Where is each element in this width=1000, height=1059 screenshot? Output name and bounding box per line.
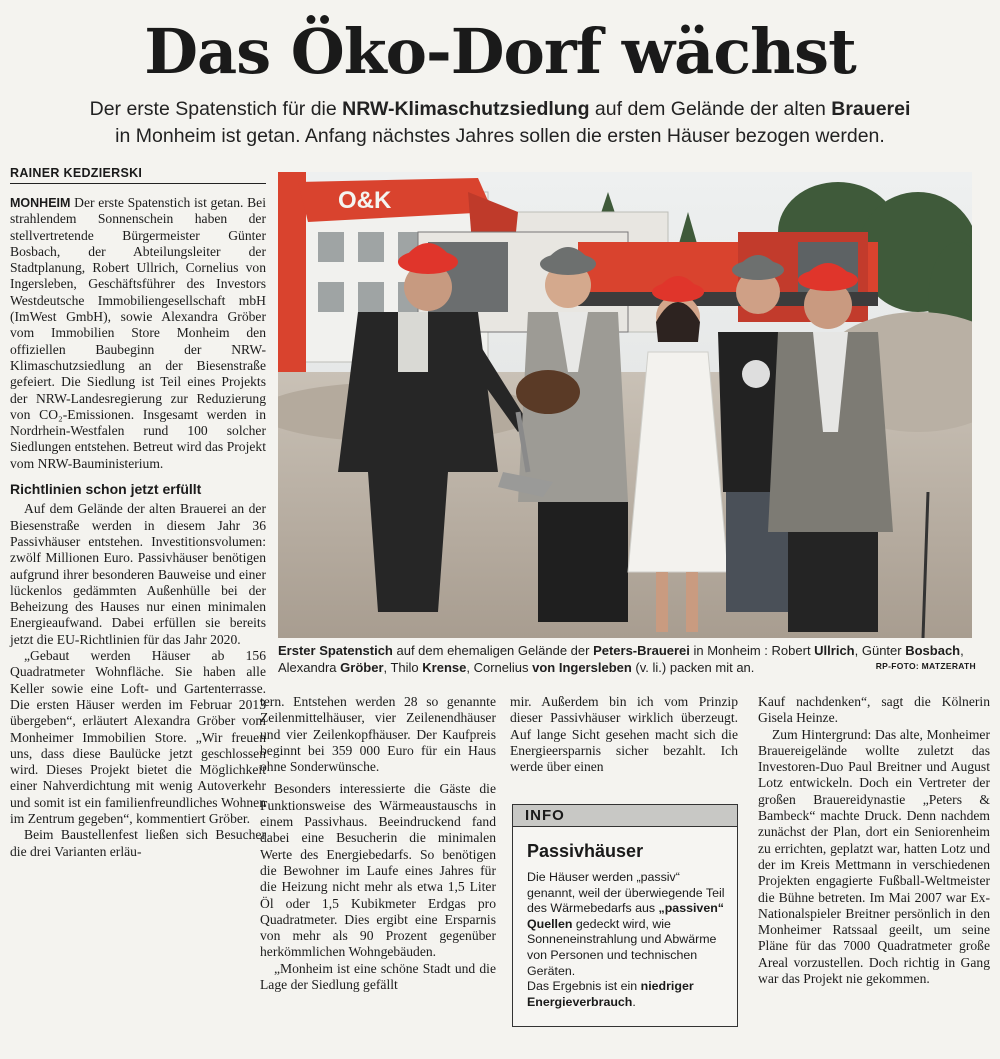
article-column-3 (510, 694, 738, 775)
info-text: Das Ergebnis ist ein (527, 979, 641, 994)
info-paragraph (527, 979, 729, 1010)
paragraph: Zum Hintergrund: Das alte, Monheimer Brauereigelände wollte zuletzt das Investoren-Duo Paul Breitner und August Lotz entwickeln. Doch ein Vertreter der großen Brauereidynastie „Peters & Bambeck“ machte Druck. Denn nachdem zunächst der Plan, dort ein Seniorenheim zu errichten, geplatzt war, hatten Lotz und der im Kreis Mettmann in verschiedenen Projekten engagierte Fußball-Weltmeister die Bühne betreten. Im Mai 2007 war Ex-Nationalspieler Breitner persönlich in den Monheimer Ratssaal geeilt, um seine Pläne für das 7000 Quadratmeter große Areal vorzustellen. Doch richtig in Gang war das Projekt nie gekommen. (758, 726, 990, 987)
photo-illustration (278, 172, 972, 638)
caption-text: in Monheim : Robert (689, 643, 815, 658)
caption-text: auf dem ehemaligen Gelände der (392, 643, 594, 658)
caption-text: , Günter (854, 643, 906, 658)
byline: RAINER KEDZIERSKI (10, 166, 266, 184)
info-tag: INFO (513, 805, 737, 827)
dateline: MONHEIM (10, 196, 71, 210)
paragraph: tern. Entstehen werden 28 so genannte Zeilenmittelhäuser, vier Zeilenendhäuser und vier Zeilenkopfhäuser. Der Kaufpreis beginnt bei 359 000 Euro für ein Haus ohne Sonderwünsche. (260, 694, 496, 775)
deck (60, 96, 940, 150)
caption-text: (v. li.) packen mit an. (631, 660, 755, 675)
caption-text: , Thilo (383, 660, 423, 675)
caption-bold: Krense (422, 660, 467, 675)
caption-bold: Gröber (340, 660, 384, 675)
paragraph-intro-text: Der erste Spatenstich ist getan. Bei strahlendem Sonnenschein haben der stellvertretende Bürgermeister Günter Bosbach, der Abteilungsleiter der Stadtplanung, Robert Ullrich, Cornelius von Ingersleben, Geschäftsführer des Investors Westdeutsche Immobiliengesellschaft mbH (ImWest GmbH), sowie Alexandra Gröber vom Immobilien Store Monheim den offiziellen Baubeginn der NRW-Klimaschutzsiedlung an der Biesenstraße gefeiert. Die Siedlung ist Teil eines Projekts der NRW-Landesregierung zur Reduzierung von CO₂-Emissionen. Insgesamt werden in Nordrhein-Westfalen rund 100 solcher Siedlungen entstehen. Betreut wird das Projekt vom NRW-Bauministerium. (10, 195, 266, 471)
paragraph: Besonders interessierte die Gäste die Funktionsweise des Wärmeaustauschs in einem Passivhaus. Beeindruckend fand dabei eine Besucherin die minimalen Werte des Energiebedarfs. So benötigen die Bewohner im Laufe eines Jahres für die Heizung nicht mehr als etwa 1,5 Liter Öl oder 1,5 Kubikmeter Erdgas pro Quadratmeter. Dies ergibt eine Ersparnis von mehr als 90 Prozent gegenüber herkömmlichen Wohngebäuden. (260, 781, 496, 960)
article-column-4 (758, 694, 990, 987)
caption-bold: von Ingersleben (532, 660, 632, 675)
article-column-2 (260, 694, 496, 993)
info-paragraph (527, 870, 729, 979)
info-box (512, 804, 738, 1027)
info-text: Die Häuser werden „passiv“ genannt, weil der überwiegende Teil des Wärmebedarfs aus (527, 870, 725, 916)
headline: Das Öko-Dorf wächst (144, 15, 856, 88)
info-bold: „passiven“ Quellen (527, 901, 724, 931)
deck-text-3: in Monheim ist getan. Anfang nächstes Jahres sollen die ersten Häuser bezogen werden. (115, 125, 885, 147)
info-text: gedeckt wird, wie Sonneneinstrahlung und Abwärme von Personen und technischen Geräten. (527, 916, 717, 978)
paragraph-intro (10, 195, 266, 472)
caption-bold: Bosbach (905, 643, 961, 658)
info-text: . (632, 994, 636, 1009)
paragraph: Kauf nachdenken“, sagt die Kölnerin Gisela Heinze. (758, 694, 990, 726)
deck-text-2: auf dem Gelände der alten (589, 98, 832, 120)
paragraph: „Gebaut werden Häuser ab 156 Quadratmeter Wohnfläche. Sie haben alle Keller sowie eine Loft- und Gartenterrasse. Die ersten Häuser werden im Februar 2013 übergeben“, erläutert Alexandra Gröber vom Monheimer Immobilien Store. „Wir freuen uns, dass diese Baulücke jetzt geschlossen wird. Dieses Projekt bietet die Möglichkeit einer Nahverdichtung mit wenig Autoverkehr und somit ist ein familienfreundliches Wohnen im Zentrum gegeben“, kommentiert Gröber. (10, 648, 266, 826)
article-photo (278, 172, 972, 638)
paragraph: mir. Außerdem bin ich vom Prinzip dieser Passivhäuser wirklich überzeugt. Auf lange Sicht gesehen macht sich die Energieersparnis sicher bezahlt. Ich werde über einen (510, 694, 738, 775)
deck-text-1: Der erste Spatenstich für die (89, 98, 343, 120)
info-title: Passivhäuser (527, 841, 644, 861)
caption-text: , Cornelius (466, 660, 533, 675)
photo-credit: RP-FOTO: MATZERATH (875, 661, 976, 671)
paragraph: Auf dem Gelände der alten Brauerei an der Biesenstraße werden in diesem Jahr 36 Passivhäuser entstehen. Investitionsvolumen: zwölf Millionen Euro. Passivhäuser benötigen aufgrund ihrer besonderen Bauweise und einer lückenlos gedämmten Außenhülle bei der Beheizung des Hauses nur einen minimalen Energieaufwand. Dabei erfüllen sie bereits jetzt die EU-Richtlinien für das Jahr 2020. (10, 501, 266, 647)
caption-text: Alexandra (278, 660, 341, 675)
caption-bold: Peters-Brauerei (593, 643, 690, 658)
info-bold: niedriger Energieverbrauch (527, 979, 694, 1009)
caption-text: , (960, 643, 964, 658)
deck-bold-2: Brauerei (831, 98, 911, 120)
caption-bold: Ullrich (814, 643, 855, 658)
article-column-1 (10, 195, 266, 860)
deck-bold-1: NRW-Klimaschutzsiedlung (342, 98, 590, 120)
paragraph: „Monheim ist eine schöne Stadt und die Lage der Siedlung gefällt (260, 960, 496, 993)
subheading: Richtlinien schon jetzt erfüllt (10, 481, 202, 498)
excavator-logo: O&K (338, 187, 392, 214)
caption-bold: Erster Spatenstich (278, 643, 393, 658)
paragraph: Beim Baustellenfest ließen sich Besucher die drei Varianten erläu- (10, 827, 266, 859)
